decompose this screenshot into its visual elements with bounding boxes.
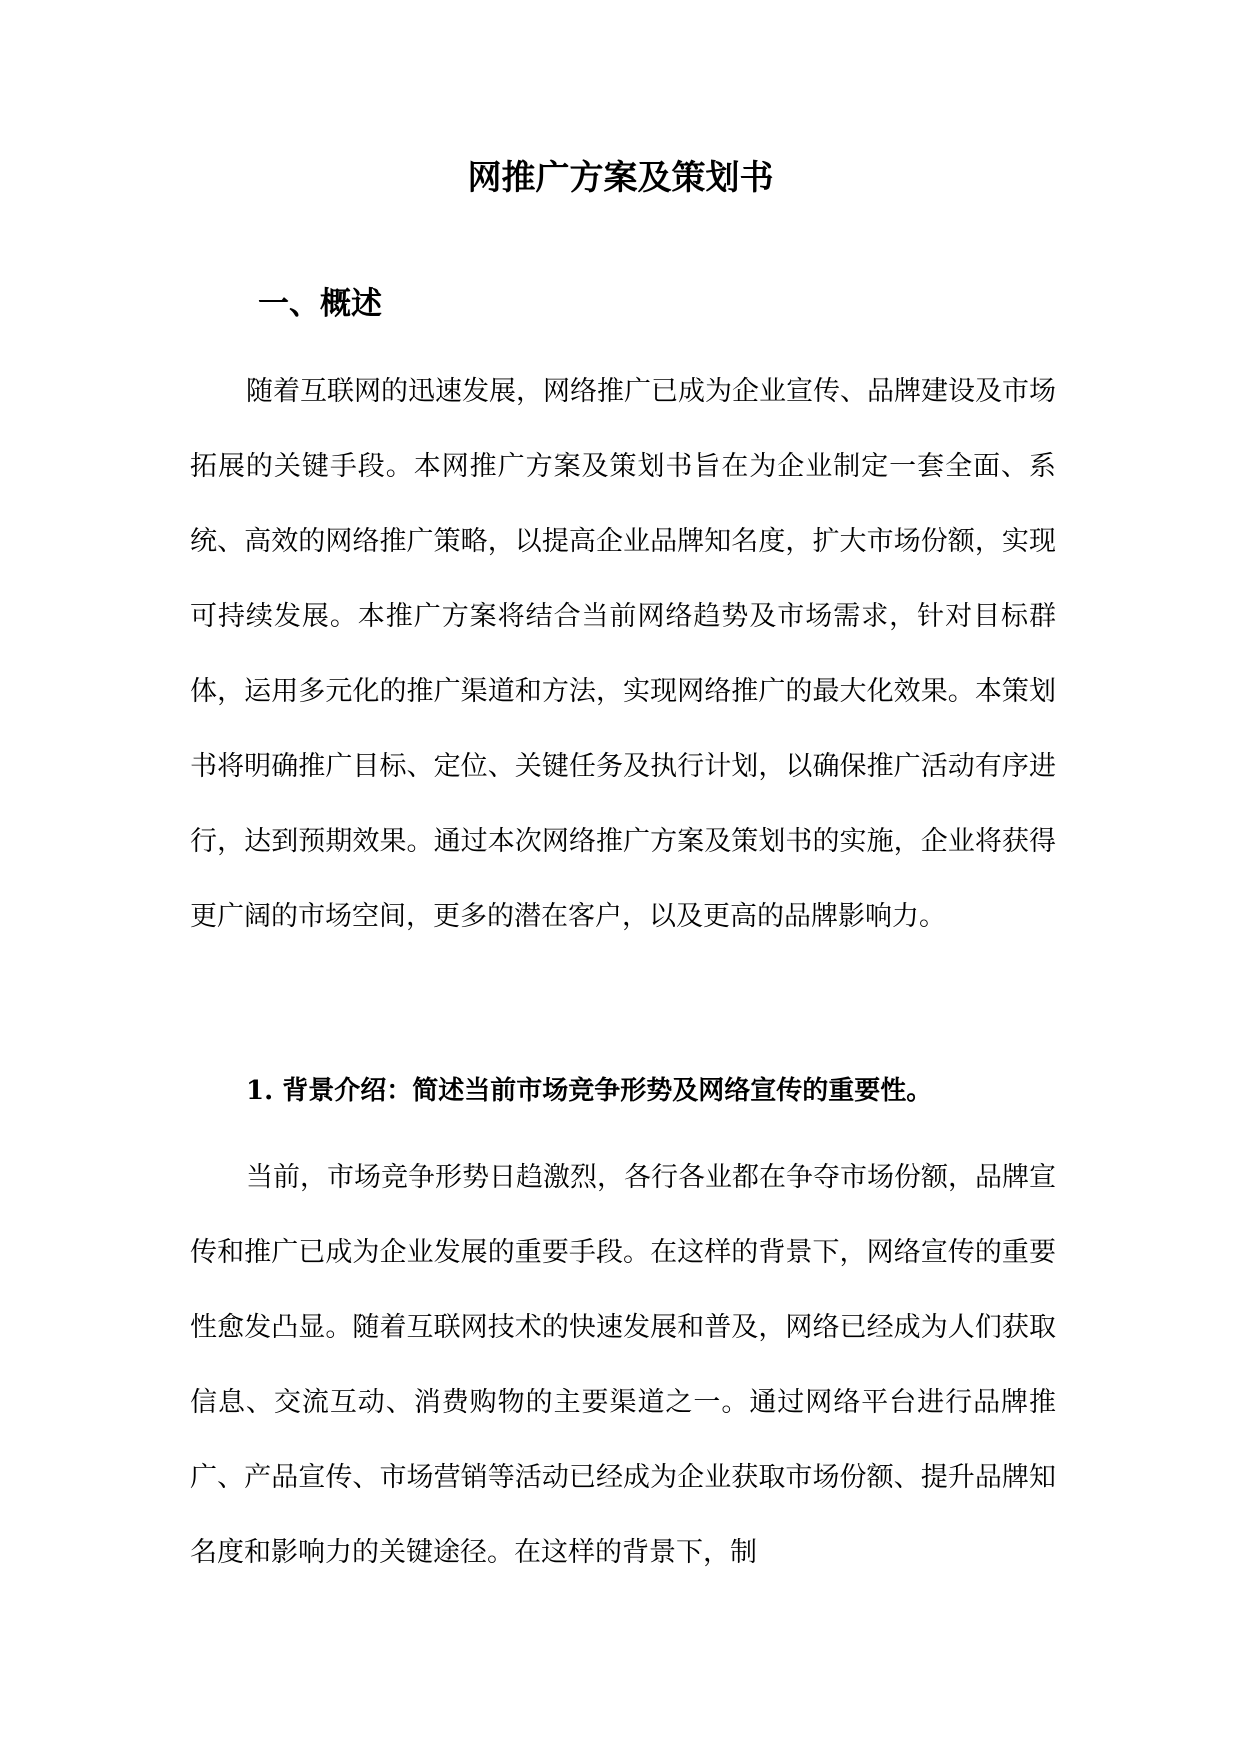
subsection-heading-background: 1. 背景介绍：简述当前市场竞争形势及网络宣传的重要性。 — [246, 1076, 933, 1106]
document-title: 网推广方案及策划书 — [467, 158, 774, 198]
overview-paragraph: 随着互联网的迅速发展，网络推广已成为企业宣传、品牌建设及市场拓展的关键手段。本网推广方案及策划书旨在为企业制定一套全面、系统、高效的网络推广策略，以提高企业品牌知名度，扩大市场份额，实现可持续发展。本推广方案将结合当前网络趋势及市场需求，针对目标群体，运用多元化的推广渠道和方法，实现网络推广的最大化效果。本策划书将明确推广目标、定位、关键任务及执行计划，以确保推广活动有序进行，达到预期效果。通过本次网络推广方案及策划书的实施，企业将获得更广阔的市场空间，更多的潜在客户，以及更高的品牌影响力。 — [190, 376, 1056, 932]
background-paragraph: 当前，市场竞争形势日趋激烈，各行各业都在争夺市场份额，品牌宣传和推广已成为企业发展的重要手段。在这样的背景下，网络宣传的重要性愈发凸显。随着互联网技术的快速发展和普及，网络已经成为人们获取信息、交流互动、消费购物的主要渠道之一。通过网络平台进行品牌推广、产品宣传、市场营销等活动已经成为企业获取市场份额、提升品牌知名度和影响力的关键途径。在这样的背景下，制 — [190, 1162, 1056, 1568]
section-heading-overview: 一、概述 — [258, 286, 382, 322]
